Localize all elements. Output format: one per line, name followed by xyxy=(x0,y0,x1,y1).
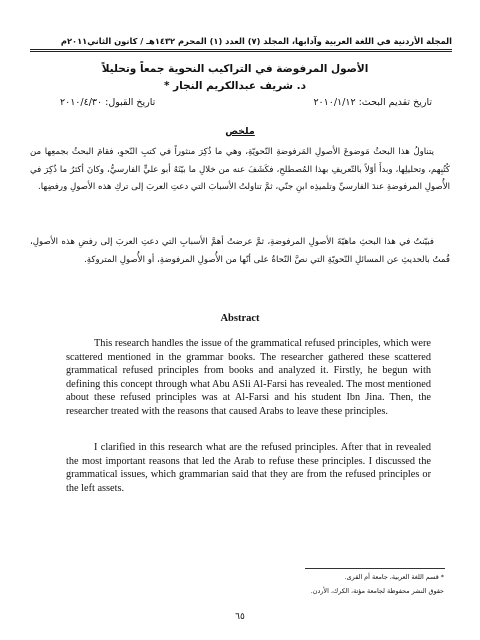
english-abstract-heading: Abstract xyxy=(220,313,260,324)
arabic-abstract-paragraph: فبيّنتُ في هذا البحثِ ماهيّةَ الأصولِ المرفوضةِ، ثمَّ عرضتُ أهمَّ الأسبابِ التي دعتِ العربَ إلى رفضِ هذه الأصولِ، قُمتُ بالحديثِ عن المسائلِ النّحويّةِ التي نصَّ النّحاةُ على أنّها من الأُصولِ المرفوضةِ، أو الأُصولِ المتروكةِ. xyxy=(30,237,450,265)
article-title: الأصول المرفوضة في التراكيب النحوية جمعاً وتحليلاً xyxy=(101,63,369,75)
acceptance-date: تاريخ القبول: ٢٠١٠/٤/٣٠ xyxy=(60,97,156,108)
submission-date: تاريخ تقديم البحث: ٢٠١٠/١/١٢ xyxy=(313,97,432,108)
arabic-abstract-heading: ملخص xyxy=(225,126,255,137)
english-abstract-paragraph: This research handles the issue of the grammatical refused principles, which were scattered mentioned in the grammar books. The researcher gathered these scattered grammatical refused principles from books and analyzed it. Firstly, he begun with defining this concept through what Abu ASli Al-Farsi has revealed. The most mentioned about these refused principles was at Al-Farsi and his student Ibn Jina. Then, the researcher treated with the reasons that caused Arabs to leave these principles. xyxy=(66,338,431,417)
page-number: ٦٥ xyxy=(235,612,245,622)
author-name: د. شريف عبدالكريم النجار * xyxy=(163,80,307,92)
journal-header: المجلة الأردنية في اللغة العربية وآدابها، المجلد (٧) العدد (١) المحرم ١٤٣٢هـ / كانون الثاني٢٠١١م xyxy=(30,36,452,52)
affiliation-footnote: * قسم اللغة العربية، جامعة أم القرى. xyxy=(344,573,444,581)
footnote-divider xyxy=(305,568,445,569)
copyright-footnote: حقوق النشر محفوظة لجامعة مؤتة، الكرك، الأردن. xyxy=(310,587,444,595)
english-abstract-paragraph: I clarified in this research what are the refused principles. After that in revealed the most important reasons that led the Arab to refuse these principles. I discussed the grammatical issues, which grammarian said that they are from the refused principles or the left assets. xyxy=(66,442,431,494)
article-dates xyxy=(60,97,432,108)
arabic-abstract-paragraph: يتناولُ هذا البحثُ مَوضوعَ الأصولِ المَرفوضةِ النّحويّةِ، وهي ما ذُكِرَ منثوراً في كتبِ النّحوِ، فقامَ البحثُ بجمعِها من كُتُبِهم، وتحليلِها، وبدأَ أوّلاً بالتّعريفِ بهذا المُصطلحِ، فكَشَفَ عنه من خلالِ ما بيّنَهُ أبو عليٍّ الفارسيُّ، وكانَ أكثرُ ما ذُكِرَ في الأُصولِ المرفوضةِ عندَ الفارسيِّ وتلميذِه ابنِ جنّي، ثمَّ تناولتُ الأسبابَ التي دعتِ العربَ إلى تركِ هذه الأصولِ ورفضِها. xyxy=(30,147,450,192)
